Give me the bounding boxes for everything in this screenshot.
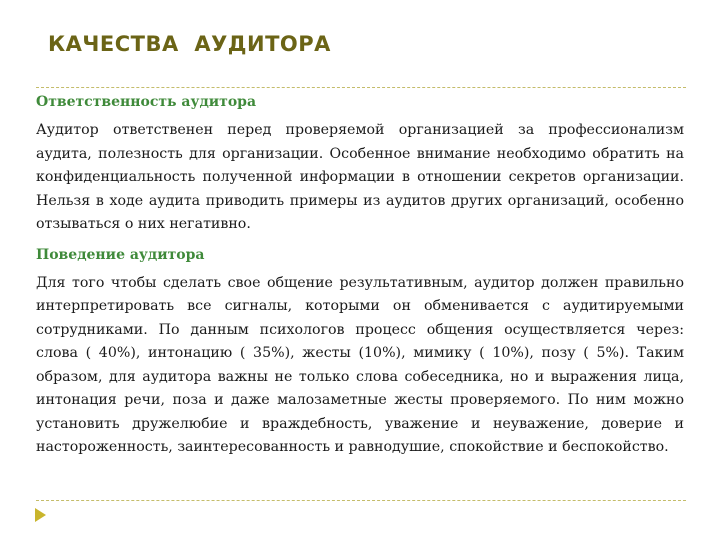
bottom-divider (36, 500, 686, 501)
section-heading-responsibility: Ответственность аудитора (36, 94, 257, 110)
paragraph-behavior: Для того чтобы сделать свое общение результативным, аудитор должен правильно интерпретировать все сигналы, которыми он обменивается с аудитируемыми сотрудниками. По данным психологов процесс общения осуществляется через: слова ( 40%), интонацию ( 35%), жесты (10%), мимику ( 10%), позу ( 5%). Таким образом, для аудитора важны не только слова собеседника, но и выражения лица, интонация речи, поза и даже малозаметные жесты проверяемого. По ним можно установить дружелюбие и враждебность, уважение и неуважение, доверие и настороженность, заинтересованность и равнодушие, спокойствие и беспокойство. (36, 274, 684, 455)
section-heading-behavior: Поведение аудитора (36, 246, 205, 263)
top-divider (36, 87, 686, 88)
slide-title: КАЧЕСТВА АУДИТОРА (48, 32, 331, 56)
paragraph-responsibility: Аудитор ответственен перед проверяемой организацией за профессионализм аудита, полезность для организации. Особенное внимание необходимо обратить на конфиденциальность полученной информации в отношении секретов организации. Нельзя в ходе аудита приводить примеры из аудитов других организаций, особенно отзываться о них негативно. (36, 122, 684, 232)
triangle-bullet-icon (35, 508, 46, 522)
slide-content (36, 92, 684, 468)
